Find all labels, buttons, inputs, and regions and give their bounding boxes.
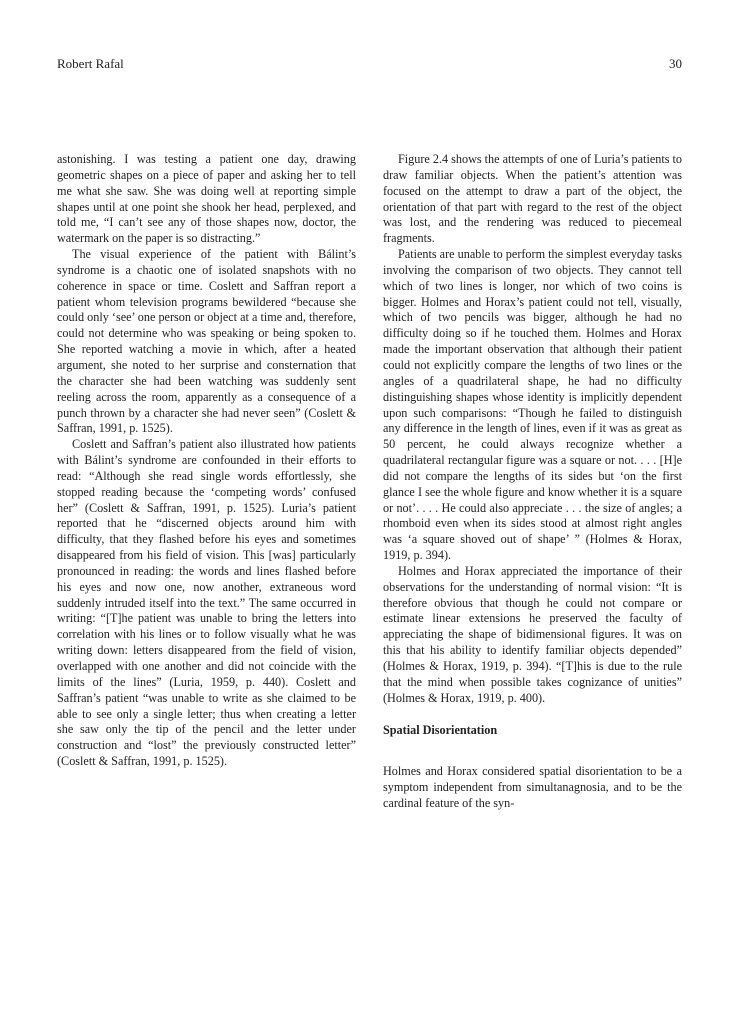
paragraph: astonishing. I was testing a patient one day, drawing geometric shapes on a piece of paper and asking her to tell me what she saw. She was doing well at reporting simple shapes until at one point she shook her head, perplexed, and told me, “I can’t see any of those shapes now, doctor, the watermark on the paper is so distracting.” [57,152,356,246]
right-column [383,152,682,812]
paragraph: Figure 2.4 shows the attempts of one of Luria’s patients to draw familiar objects. When the patient’s attention was focused on the attempt to draw a part of the object, the orientation of that part with regard to the rest of the object was lost, and the rendering was reduced to piecemeal fragments. [383,152,682,246]
section-heading: Spatial Disorientation [383,722,498,737]
page-number: 30 [669,56,682,71]
paragraph: Patients are unable to perform the simplest everyday tasks involving the comparison of two objects. They cannot tell which of two lines is longer, nor which of two coins is bigger. Holmes and Horax’s patient could not tell, visually, which of two pencils was bigger, although he had no difficulty doing so if he touched them. Holmes and Horax made the important observation that although their patient could not explicitly compare the lengths of two lines or the angles of a quadrilateral shape, he had no difficulty distinguishing shapes whose identity is implicitly dependent upon such comparisons: “Though he failed to distinguish any difference in the length of lines, even if it was as great as 50 percent, he could always recognize whether a quadrilateral rectangular figure was a square or not. . . . [H]e did not compare the lengths of its sides but ‘on the first glance I see the whole figure and know whether it is a square or not’. . . . He could also appreciate . . . the size of angles; a rhomboid even when its sides stood at almost right angles was ‘a square shoved out of shape’ ” (Holmes & Horax, 1919, p. 394). [383,247,682,563]
paragraph: Coslett and Saffran’s patient also illustrated how patients with Bálint’s syndrome are confounded in their efforts to read: “Although she read single words effortlessly, she stopped reading because the ‘competing words’ confused her” (Coslett & Saffran, 1991, p. 1525). Luria’s patient reported that he “discerned objects around him with difficulty, that they flashed before his eyes and sometimes disappeared from his field of vision. This [was] particularly pronounced in reading: the words and lines flashed before his eyes and now one, now another, extraneous word suddenly intruded itself into the text.” The same occurred in writing: “[T]he patient was unable to bring the letters into correlation with his lines or to follow visually what he was writing down: letters disappeared from the field of vision, overlapped with one another and did not coincide with the limits of the lines” (Luria, 1959, p. 440). Coslett and Saffran’s patient “was unable to write as she claimed to be able to see only a single letter; thus when creating a letter she saw only the tip of the pencil and the letter under construction and “lost” the previously constructed letter” (Coslett & Saffran, 1991, p. 1525). [57,437,356,769]
paragraph: Holmes and Horax considered spatial disorientation to be a symptom independent from simultanagnosia, and to be the cardinal feature of the syn- [383,764,682,811]
left-column [57,152,356,770]
paragraph: The visual experience of the patient with Bálint’s syndrome is a chaotic one of isolated snapshots with no coherence in space or time. Coslett and Saffran report a patient whom television programs bewildered “because she could only ‘see’ one person or object at a time and, therefore, could not determine who was speaking or being spoken to. She reported watching a movie in which, after a heated argument, she noted to her surprise and consternation that the character she had been watching was suddenly sent reeling across the room, apparently as a consequence of a punch thrown by a character she had never seen” (Coslett & Saffran, 1991, p. 1525). [57,247,356,436]
paragraph: Holmes and Horax appreciated the importance of their observations for the understanding of normal vision: “It is therefore obvious that though he could not compare or estimate linear extensions he preserved the faculty of appreciating the shape of bidimensional figures. It was on this that his ability to identify familiar objects depended” (Holmes & Horax, 1919, p. 394). “[T]his is due to the rule that the mind when possible takes cognizance of unities” (Holmes & Horax, 1919, p. 400). [383,563,682,705]
running-head-author: Robert Rafal [57,56,124,71]
